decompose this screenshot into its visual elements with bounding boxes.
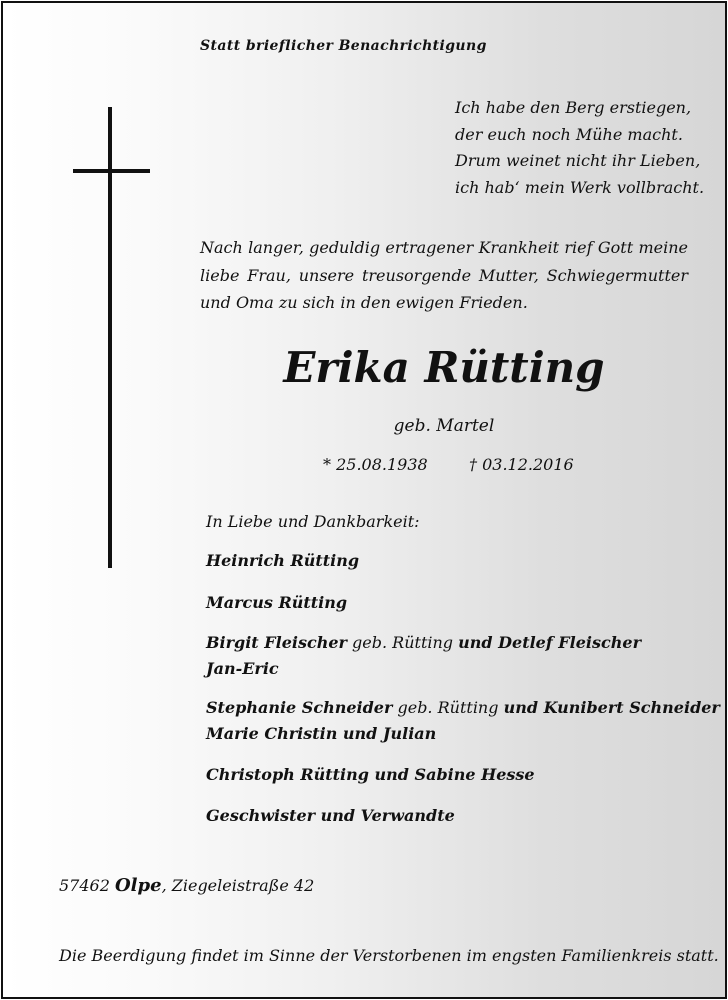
mourner-maiden: geb. Rütting	[392, 698, 504, 717]
maiden-name: geb. Martel	[393, 416, 495, 436]
mourners-label: In Liebe und Dankbarkeit:	[206, 512, 420, 531]
mourner-entry	[206, 593, 347, 612]
mourner-partner: und Kunibert Schneider	[503, 698, 720, 717]
poem	[455, 95, 704, 201]
cross-icon-vertical	[108, 107, 112, 568]
address	[59, 875, 314, 896]
mourner-entry	[206, 551, 359, 570]
mourner-children	[206, 659, 279, 678]
obituary-card	[1, 1, 727, 999]
mourner-entry	[206, 765, 535, 784]
mourner-name: Heinrich Rütting	[206, 551, 360, 570]
poem-line: Ich habe den Berg erstiegen,	[455, 98, 692, 117]
mourner-maiden: geb. Rütting	[346, 633, 459, 652]
deceased-name: Erika Rütting	[283, 343, 605, 392]
header-notice: Statt brieflicher Benachrichtigung	[200, 38, 487, 54]
address-zip: 57462	[59, 876, 110, 895]
mourner-entry	[206, 633, 641, 652]
address-street: , Ziegeleistraße 42	[161, 876, 315, 895]
death-date: † 03.12.2016	[469, 455, 574, 474]
poem-line: Drum weinet nicht ihr Lieben,	[455, 151, 701, 170]
birth-date: * 25.08.1938	[323, 455, 428, 474]
mourner-name: Stephanie Schneider	[206, 698, 393, 717]
mourner-children-names: Marie Christin und Julian	[206, 724, 437, 743]
mourner-name: Geschwister und Verwandte	[206, 806, 455, 825]
mourner-name: Birgit Fleischer	[206, 633, 347, 652]
cross-icon-horizontal	[73, 169, 150, 173]
mourner-name: Marcus Rütting	[206, 593, 348, 612]
mourner-children	[206, 724, 436, 743]
intro-text: Nach langer, geduldig ertragener Krankheit rief Gott meine liebe Frau, unsere treusorgende Mutter, Schwiegermutter und Oma zu sich in den ewigen Frieden.	[200, 238, 688, 312]
mourner-entry	[206, 806, 455, 825]
poem-line: der euch noch Mühe macht.	[455, 124, 683, 144]
mourner-name: Christoph Rütting und Sabine Hesse	[206, 765, 535, 784]
mourner-entry	[206, 698, 720, 717]
mourner-partner: und Detlef Fleischer	[458, 633, 641, 652]
poem-line: ich hab‘ mein Werk vollbracht.	[455, 177, 705, 197]
mourner-children-names: Jan-Eric	[206, 659, 279, 678]
address-city: Olpe	[115, 875, 162, 896]
funeral-note: Die Beerdigung findet im Sinne der Verstorbenen im engsten Familienkreis statt.	[59, 946, 719, 965]
